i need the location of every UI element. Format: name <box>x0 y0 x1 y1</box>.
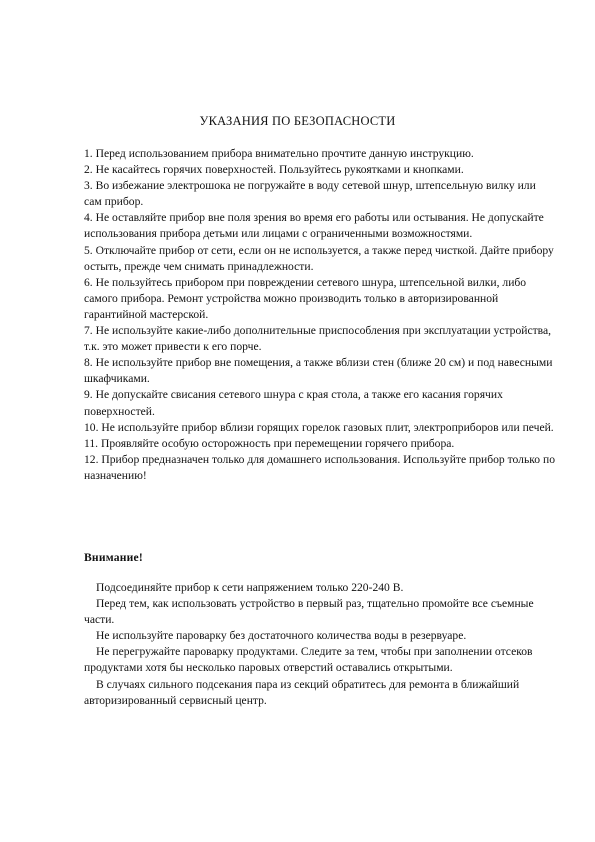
list-item: 1. Перед использованием прибора внимательно прочтите данную инструкцию. <box>84 147 474 160</box>
warning-paragraph: В случаях сильного подсекания пара из секций обратитесь для ремонта в ближайший авторизированный сервисный центр. <box>84 677 520 707</box>
warning-section <box>84 580 556 709</box>
list-item: 12. Прибор предназначен только для домашнего использования. Используйте прибор только по назначению! <box>84 452 555 482</box>
list-item: 6. Не пользуйтесь прибором при повреждении сетевого шнура, штепсельной вилки, либо самого прибора. Ремонт устройства можно производить только в авторизированной гарантийной мастерской. <box>84 275 527 321</box>
page-title: УКАЗАНИЯ ПО БЕЗОПАСНОСТИ <box>199 114 396 128</box>
list-item: 10. Не используйте прибор вблизи горящих горелок газовых плит, электроприборов или печей. <box>84 420 554 434</box>
list-item: 3. Во избежание электрошока не погружайте в воду сетевой шнур, штепсельную вилку или сам прибор. <box>84 179 536 209</box>
list-item: 9. Не допускайте свисания сетевого шнура с края стола, а также его касания горячих поверхностей. <box>84 388 503 418</box>
warning-heading: Внимание! <box>84 551 143 564</box>
list-item: 11. Проявляйте особую осторожность при перемещении горячего прибора. <box>84 436 455 450</box>
safety-instructions-list <box>84 146 556 484</box>
warning-paragraph: Подсоединяйте прибор к сети напряжением только 220-240 В. <box>96 581 404 594</box>
list-item: 7. Не используйте какие-либо дополнительные приспособления при эксплуатации устройства, т.к. это может привести к его порче. <box>84 324 552 354</box>
warning-paragraph: Перед тем, как использовать устройство в первый раз, тщательно промойте все съемные части. <box>84 597 534 627</box>
warning-paragraph: Не используйте пароварку без достаточного количества воды в резервуаре. <box>96 629 467 643</box>
list-item: 2. Не касайтесь горячих поверхностей. Пользуйтесь рукоятками и кнопками. <box>84 163 464 177</box>
list-item: 4. Не оставляйте прибор вне поля зрения во время его работы или остывания. Не допускайте использования прибора детьми или лицами с ограниченными возможностями. <box>84 211 544 241</box>
list-item: 5. Отключайте прибор от сети, если он не используется, а также перед чисткой. Дайте прибору остыть, прежде чем снимать принадлежности. <box>84 243 554 273</box>
warning-paragraph: Не перегружайте пароварку продуктами. Следите за тем, чтобы при заполнении отсеков продуктами хотя бы несколько паровых отверстий оставались открытыми. <box>84 645 533 675</box>
list-item: 8. Не используйте прибор вне помещения, а также вблизи стен (ближе 20 см) и под навесными шкафчиками. <box>84 356 553 386</box>
